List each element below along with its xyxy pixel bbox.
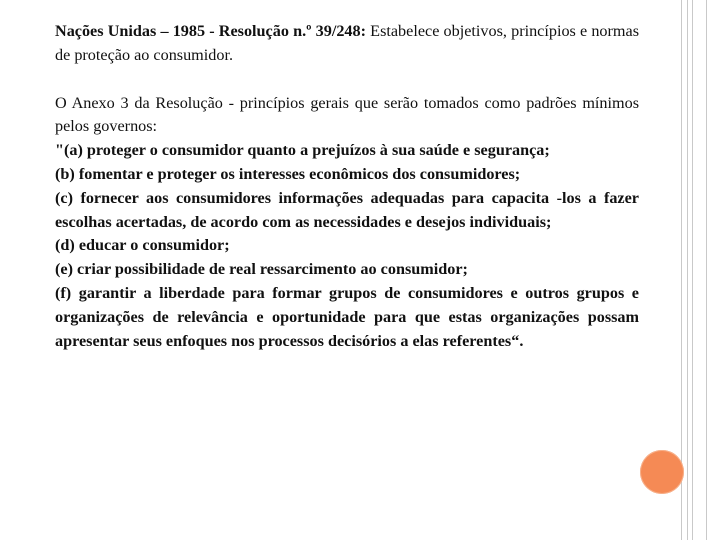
decorative-line xyxy=(692,0,693,540)
list-item: (f) garantir a liberdade para formar grupos de consumidores e outros grupos e organizações de relevância e oportunidade para que estas organizações possam apresentar seus enfoques nos processos decisórios a elas referentes“. xyxy=(55,283,639,350)
list-item: (d) educar o consumidor; xyxy=(55,236,230,255)
intro-paragraph: O Anexo 3 da Resolução - princípios gerais que serão tomados como padrões mínimos pelos governos: xyxy=(55,93,639,136)
heading-text: Estabelece objetivos, princípios e normas de proteção ao consumidor. xyxy=(55,22,639,64)
slide-content xyxy=(55,20,639,353)
list-item: "(a) proteger o consumidor quanto a prejuízos à sua saúde e segurança; xyxy=(55,141,550,160)
heading-paragraph xyxy=(55,20,639,68)
list-item: (b) fomentar e proteger os interesses econômicos dos consumidores; xyxy=(55,164,521,183)
decorative-dot xyxy=(640,450,684,494)
heading-bold: Nações Unidas – 1985 - Resolução n.º 39/248: xyxy=(55,22,367,40)
list-item: (c) fornecer aos consumidores informações adequadas para capacita -los a fazer escolhas acertadas, de acordo com as necessidades e desejos individuais; xyxy=(55,188,639,231)
list-item: (e) criar possibilidade de real ressarcimento ao consumidor; xyxy=(55,260,468,279)
decorative-line xyxy=(687,0,688,540)
decorative-line xyxy=(681,0,682,540)
decorative-line xyxy=(706,0,707,540)
principles-list xyxy=(55,139,639,353)
